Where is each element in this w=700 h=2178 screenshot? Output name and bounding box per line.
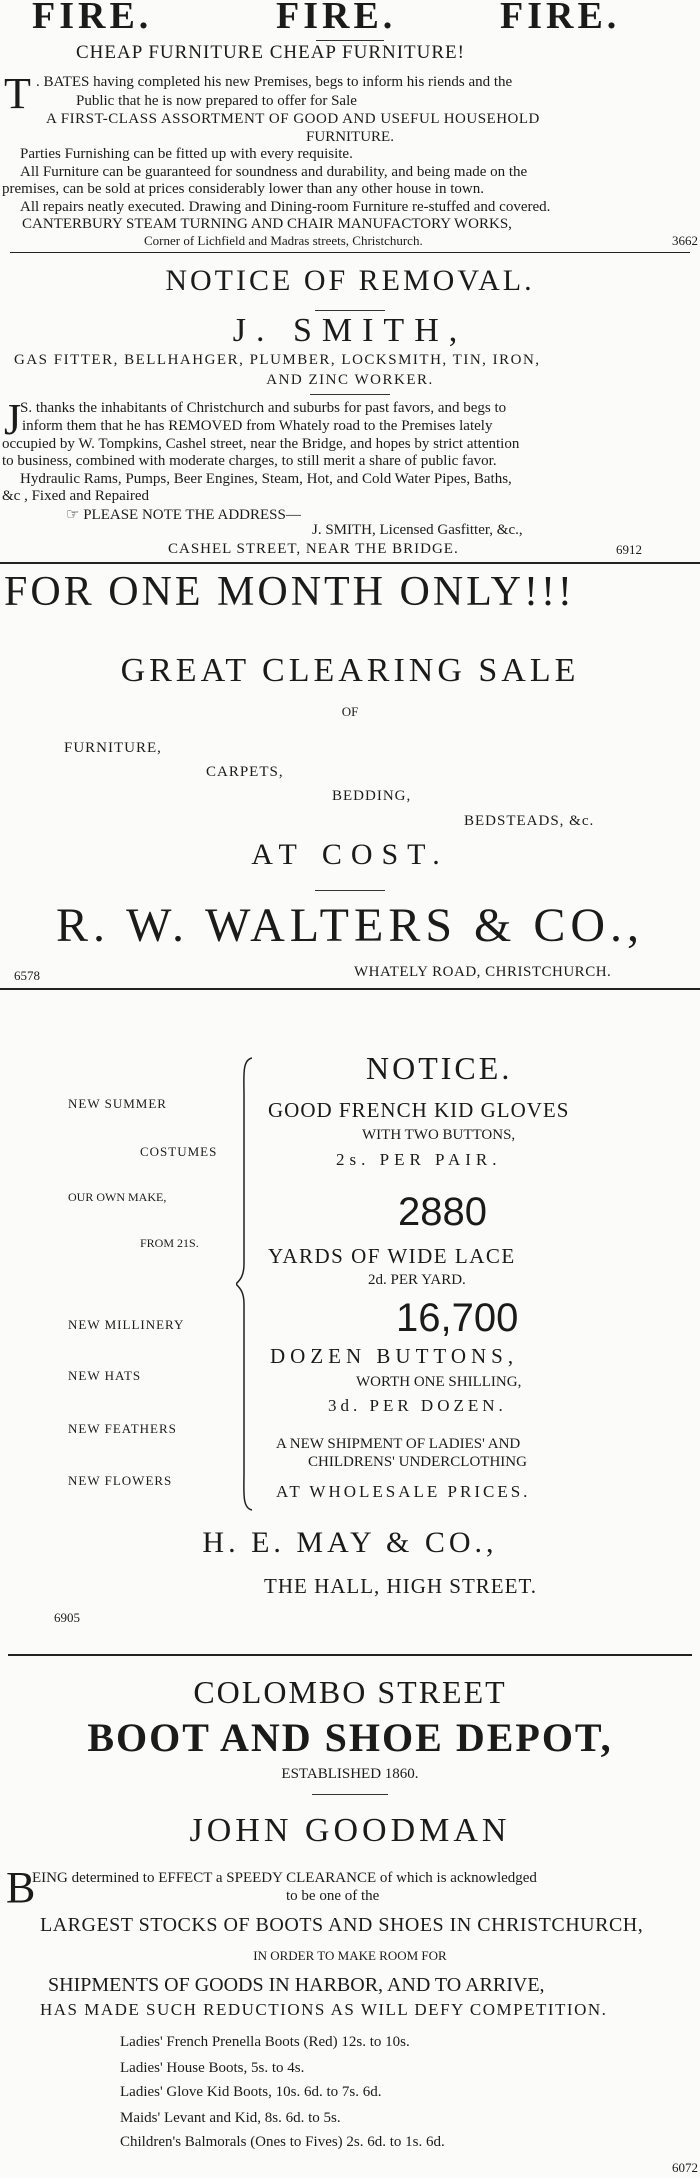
may-buttons-sub: WORTH ONE SHILLING, xyxy=(356,1374,522,1390)
removal-trades-2: AND ZINC WORKER. xyxy=(266,372,434,388)
may-gloves: GOOD FRENCH KID GLOVES xyxy=(268,1098,570,1122)
may-firm-name: H. E. MAY & CO., xyxy=(202,1526,498,1559)
price-list-item: Ladies' House Boots, 5s. to 4s. xyxy=(120,2060,305,2076)
removal-ref-number: 6912 xyxy=(616,542,642,557)
fire-ref-number: 3662 xyxy=(672,233,698,248)
depot-title-1: COLOMBO STREET xyxy=(193,1674,507,1710)
may-buttons-quantity: 16,700 xyxy=(396,1296,519,1340)
goodman-line-5: SHIPMENTS OF GOODS IN HARBOR, AND TO ARRIVE, xyxy=(48,1974,545,1996)
sale-item-carpets: CARPETS, xyxy=(206,764,284,780)
one-month-headline: FOR ONE MONTH ONLY!!! xyxy=(4,569,575,615)
fire-line-9: CANTERBURY STEAM TURNING AND CHAIR MANUFACTORY WORKS, xyxy=(22,216,512,232)
may-ref-number: 6905 xyxy=(54,1610,80,1625)
fire-line-1: . BATES having completed his new Premises, begs to inform his riends and the xyxy=(36,74,513,90)
walters-firm-name: R. W. WALTERS & CO., xyxy=(55,899,645,952)
may-lace: YARDS OF WIDE LACE xyxy=(268,1244,516,1268)
goodman-drop-cap: B xyxy=(6,1863,36,1912)
removal-drop-cap: J xyxy=(4,395,22,444)
at-cost: AT COST. xyxy=(251,838,449,871)
removal-trades-1: GAS FITTER, BELLHAHGER, PLUMBER, LOCKSMITH, TIN, IRON, xyxy=(14,352,541,368)
may-buttons: DOZEN BUTTONS, xyxy=(270,1344,519,1368)
removal-line-3: occupied by W. Tompkins, Cashel street, near the Bridge, and hopes by strict attention xyxy=(2,436,520,452)
removal-line-9: CASHEL STREET, NEAR THE BRIDGE. xyxy=(168,541,459,557)
price-list-item: Maids' Levant and Kid, 8s. 6d. to 5s. xyxy=(120,2110,341,2126)
sale-item-bedsteads: BEDSTEADS, &c. xyxy=(464,813,595,829)
sale-item-bedding: BEDDING, xyxy=(332,788,412,804)
fire-line-4: FURNITURE. xyxy=(306,129,394,145)
may-lace-price: 2d. PER YARD. xyxy=(368,1272,466,1288)
curly-bracket xyxy=(236,1056,256,1512)
removal-line-6: &c , Fixed and Repaired xyxy=(2,488,150,504)
fire-subtitle: CHEAP FURNITURE CHEAP FURNITURE! xyxy=(76,42,465,63)
may-notice-heading: NOTICE. xyxy=(366,1050,513,1086)
may-left-costumes: COSTUMES xyxy=(140,1144,218,1159)
removal-line-4: to business, combined with moderate charges, to still merit a share of public favor. xyxy=(2,453,497,469)
goodman-line-4: IN ORDER TO MAKE ROOM FOR xyxy=(253,1948,447,1963)
goodman-line-3: LARGEST STOCKS OF BOOTS AND SHOES IN CHRISTCHURCH, xyxy=(40,1914,644,1936)
may-left-from-price: FROM 21S. xyxy=(140,1236,199,1250)
goodman-name: JOHN GOODMAN xyxy=(189,1812,511,1849)
goodman-line-1: EING determined to EFFECT a SPEEDY CLEARANCE of which is acknowledged xyxy=(32,1870,537,1886)
fire-line-2: Public that he is now prepared to offer for Sale xyxy=(76,93,357,109)
may-left-hats: NEW HATS xyxy=(68,1368,142,1383)
may-shipment-3: AT WHOLESALE PRICES. xyxy=(276,1482,531,1501)
price-list-item: Ladies' Glove Kid Boots, 10s. 6d. to 7s. 6d. xyxy=(120,2084,382,2100)
removal-line-1: S. thanks the inhabitants of Christchurch and suburbs for past favors, and begs to xyxy=(20,400,507,416)
may-buttons-price: 3d. PER DOZEN. xyxy=(328,1396,507,1415)
fire-line-5: Parties Furnishing can be fitted up with every requisite. xyxy=(20,146,353,162)
may-gloves-sub: WITH TWO BUTTONS, xyxy=(362,1127,516,1143)
price-list-item: Children's Balmorals (Ones to Fives) 2s. 6d. to 1s. 6d. xyxy=(120,2134,445,2150)
fire-line-6: All Furniture can be guaranteed for soundness and durability, and being made on the xyxy=(20,164,528,180)
may-lace-quantity: 2880 xyxy=(398,1190,487,1234)
fire-line-8: All repairs neatly executed. Drawing and Dining-room Furniture re-stuffed and covered. xyxy=(20,199,551,215)
walters-address: WHATELY ROAD, CHRISTCHURCH. xyxy=(354,964,612,980)
may-left-new-summer: NEW SUMMER xyxy=(68,1096,167,1111)
fire-line-7: premises, can be sold at prices considerably lower than any other house in town. xyxy=(2,181,484,197)
removal-title: NOTICE OF REMOVAL. xyxy=(165,264,535,297)
may-left-feathers: NEW FEATHERS xyxy=(68,1421,177,1436)
fire-heading-2: FIRE. xyxy=(276,0,397,37)
goodman-ref-number: 6072 xyxy=(672,2160,698,2175)
walters-ref-number: 6578 xyxy=(14,968,40,983)
may-left-millinery: NEW MILLINERY xyxy=(68,1317,185,1332)
fire-line-3: A FIRST-CLASS ASSORTMENT OF GOOD AND USEFUL HOUSEHOLD xyxy=(46,111,540,127)
sale-item-furniture: FURNITURE, xyxy=(64,740,162,756)
may-gloves-price: 2s. PER PAIR. xyxy=(336,1150,502,1169)
goodman-line-2: to be one of the xyxy=(286,1888,380,1904)
fire-heading-3: FIRE. xyxy=(500,0,621,37)
fire-heading-1: FIRE. xyxy=(32,0,153,37)
may-shipment-2: CHILDRENS' UNDERCLOTHING xyxy=(308,1454,527,1470)
removal-line-7: ☞ PLEASE NOTE THE ADDRESS— xyxy=(66,507,301,523)
fire-drop-cap: T xyxy=(4,69,31,118)
clearing-sale-title: GREAT CLEARING SALE xyxy=(120,652,580,689)
may-address: THE HALL, HIGH STREET. xyxy=(264,1574,537,1598)
removal-line-5: Hydraulic Rams, Pumps, Beer Engines, Steam, Hot, and Cold Water Pipes, Baths, xyxy=(20,471,512,487)
may-left-own-make: OUR OWN MAKE, xyxy=(68,1190,167,1204)
clearing-sale-of: OF xyxy=(341,704,359,719)
price-list-item: Ladies' French Prenella Boots (Red) 12s. to 10s. xyxy=(120,2034,410,2050)
removal-line-2: inform them that he has REMOVED from Whately road to the Premises lately xyxy=(22,418,493,434)
fire-line-10: Corner of Lichfield and Madras streets, Christchurch. xyxy=(144,233,423,248)
may-shipment-1: A NEW SHIPMENT OF LADIES' AND xyxy=(276,1436,521,1452)
depot-title-2: BOOT AND SHOE DEPOT, xyxy=(87,1715,613,1760)
removal-line-8: J. SMITH, Licensed Gasfitter, &c., xyxy=(312,522,523,538)
goodman-line-6: HAS MADE SUCH REDUCTIONS AS WILL DEFY COMPETITION. xyxy=(40,2000,608,2019)
removal-name: J. SMITH, xyxy=(232,312,468,349)
may-left-flowers: NEW FLOWERS xyxy=(68,1473,173,1488)
depot-established: ESTABLISHED 1860. xyxy=(281,1766,419,1782)
